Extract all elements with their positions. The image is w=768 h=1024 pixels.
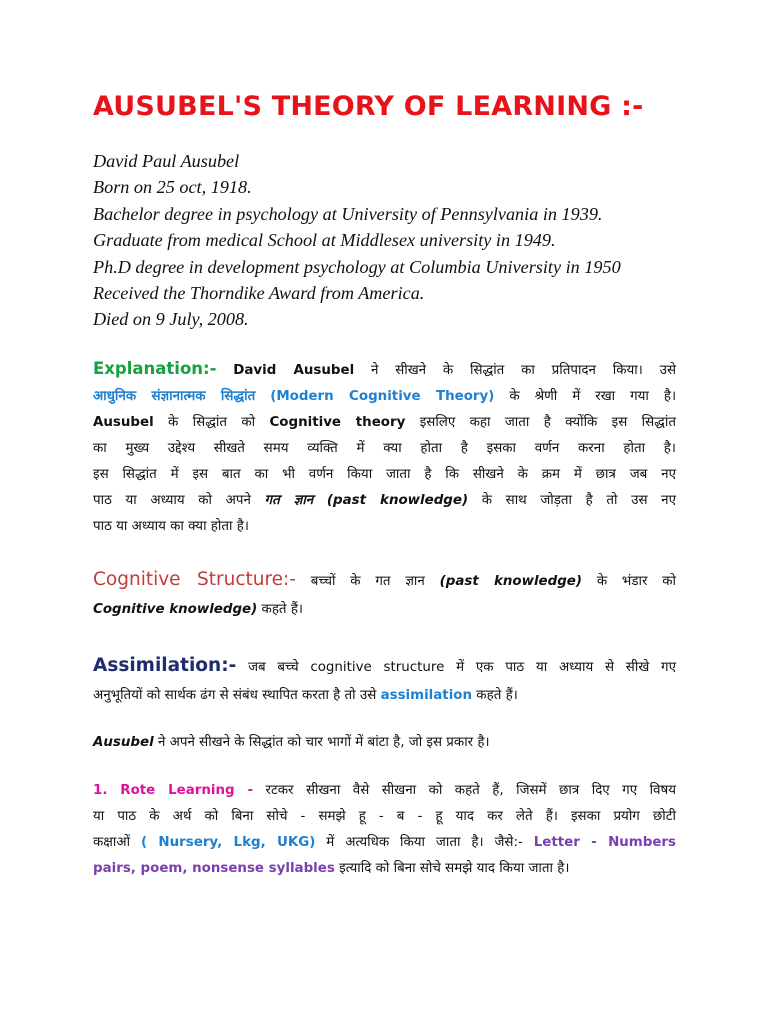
text-span: रटकर सीखना वैसे सीखना को कहते हैं, जिसमें छात्र दिए गए विषय [265, 783, 676, 798]
text-line: पाठ या अध्याय का क्या होता है। [93, 519, 249, 534]
bio-line: Born on 25 oct, 1918. [93, 177, 252, 198]
text-span: के सिद्धांत को [168, 415, 256, 430]
text-span: अनुभूतियों को सार्थक ढंग से संबंध स्थापित करता है तो उसे [93, 688, 377, 703]
text-span: के साथ जोड़ता है तो उस नए [481, 493, 676, 508]
text-span: Cognitive knowledge) [93, 602, 258, 617]
text-span: ( Nursery, Lkg, UKG) [140, 835, 316, 850]
text-span: कहते हैं। [261, 602, 304, 617]
explanation-paragraph [93, 356, 676, 540]
bio-section [93, 148, 693, 333]
text-line: इस सिद्धांत में इस बात का भी वर्णन किया जाता है कि सीखने के क्रम में छात्र जब नए [93, 467, 676, 482]
cognitive-structure-heading: Cognitive Structure:- [93, 569, 296, 590]
text-span: Ausubel [93, 415, 154, 430]
author-name: David Ausubel [233, 363, 355, 378]
rote-learning-paragraph [93, 778, 676, 882]
highlight-hindi: आधुनिक संज्ञानात्मक सिद्धांत [93, 389, 256, 404]
text-span: इत्यादि को बिना सोचे समझे याद किया जाता है। [339, 861, 570, 876]
text-span: बच्चों के गत ज्ञान [310, 574, 425, 589]
text-span: pairs, poem, nonsense syllables [93, 861, 335, 876]
types-paragraph [93, 730, 676, 756]
bio-line: Ph.D degree in development psychology at Columbia University in 1950 [93, 256, 621, 277]
text-span: (past knowledge) [439, 574, 583, 589]
text-span: Letter - Numbers [533, 835, 677, 850]
highlight-english: (Modern Cognitive Theory) [270, 389, 495, 404]
text-span: इसलिए कहा जाता है क्योंकि इस सिद्धांत [419, 415, 676, 430]
explanation-heading: Explanation:- [93, 359, 217, 378]
assimilation-heading: Assimilation:- [93, 655, 237, 676]
text-span: Ausubel [93, 735, 154, 750]
page-title: AUSUBEL'S THEORY OF LEARNING :- [93, 91, 644, 122]
text-line: का मुख्य उद्देश्य सीखते समय व्यक्ति में क्या होता है इसका वर्णन करना होता है। [93, 441, 676, 456]
bio-line: Graduate from medical School at Middlesex university in 1949. [93, 230, 556, 251]
text-span: के श्रेणी में रखा गया है। [509, 389, 677, 404]
text-line: या पाठ के अर्थ को बिना सोचे - समझे हू - ब - हू याद कर लेते हैं। इसका प्रयोग छोटी [93, 809, 676, 824]
text-span: कहते हैं। [476, 688, 518, 703]
text-span: (past knowledge) [326, 493, 469, 508]
text-span: कक्षाओं [93, 835, 131, 850]
rote-learning-heading: 1. Rote Learning - [93, 783, 254, 798]
text-span: ने सीखने के सिद्धांत का प्रतिपादन किया। उसे [370, 363, 677, 378]
bio-line: Died on 9 July, 2008. [93, 309, 249, 330]
bio-line: David Paul Ausubel [93, 151, 240, 171]
cognitive-structure-paragraph [93, 566, 676, 624]
bio-line: Bachelor degree in psychology at University of Pennsylvania in 1939. [93, 203, 603, 224]
text-span: assimilation [380, 688, 473, 703]
assimilation-paragraph [93, 652, 676, 710]
bio-line: Received the Thorndike Award from America. [93, 283, 425, 304]
text-span: पाठ या अध्याय को अपने [93, 493, 251, 508]
text-span: गत ज्ञान [264, 493, 314, 508]
text-span: जब बच्चे cognitive structure में एक पाठ या अध्याय से सीखे गए [248, 660, 676, 675]
text-span: के भंडार को [596, 574, 676, 589]
text-span: में अत्यधिक किया जाता है। जैसे:- [326, 835, 523, 850]
text-span: ने अपने सीखने के सिद्धांत को चार भागों में बांटा है, जो इस प्रकार है। [157, 735, 490, 750]
text-span: Cognitive theory [269, 415, 406, 430]
